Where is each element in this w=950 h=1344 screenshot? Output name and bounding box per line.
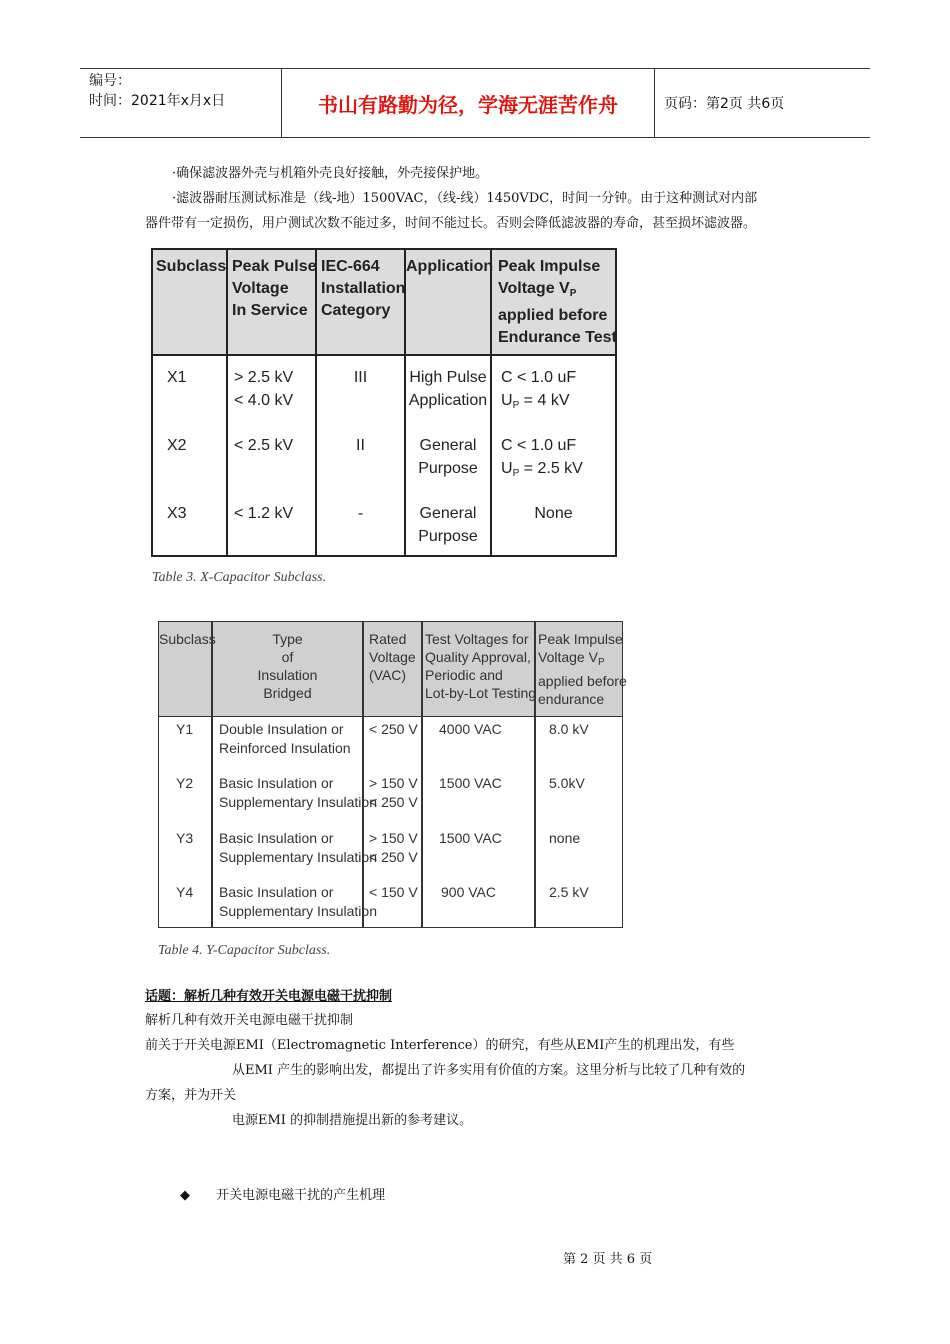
table-cell: - [357,505,364,522]
bullet-text: 开关电源电磁干扰的产生机理 [216,1188,386,1203]
y-capacitor-table [158,621,627,928]
header-type: Type of Insulation Bridged [257,631,318,701]
page-header [80,68,870,138]
paragraph-line: 从EMI 产生的影响出发，都提出了许多实用有价值的方案。这里分析与比较了几种有效的 [232,1063,746,1078]
table-cell: X3 [167,505,187,522]
header-application: Application [406,258,494,275]
header-peak-pulse: Peak Pulse Voltage In Service [232,258,317,319]
paragraph-line: 电源EMI 的抑制措施提出新的参考建议。 [232,1113,473,1128]
table-cell: > 2.5 kV < 4.0 kV [234,369,294,409]
table-cell: 5.0kV [549,775,585,791]
header-peak-impulse: Peak Impulse Voltage $V_P$ applied before Endurance Test [498,258,617,346]
table-cell: X2 [167,437,187,454]
table-caption: Table 4. Y-Capacitor Subclass. [158,943,331,958]
table-cell: Y4 [176,884,194,900]
table-cell: Y3 [176,830,194,846]
table-cell: 1500 VAC [439,775,502,791]
header-page-number: 页码：第2页 共6页 [664,96,785,112]
table-cell: None [534,505,573,522]
table-cell: High Pulse Application [408,369,488,409]
page-footer: 第 2 页 共 6 页 [563,1252,653,1267]
x-capacitor-table [151,248,617,557]
paragraph-line: 方案，并为开关 [145,1088,237,1103]
header-subclass: Subclass [156,258,227,275]
diamond-bullet-icon: ◆ [180,1188,190,1203]
table-cell: < 250 V [369,721,418,737]
paragraph-line: 前关于开关电源EMI（Electromagnetic Interference）的研究，有些从EMI产生的机理出发，有些 [145,1038,735,1053]
table-cell: 900 VAC [441,884,496,900]
paragraph-line: ·确保滤波器外壳与机箱外壳良好接触，外壳接保护地。 [172,166,489,181]
table-cell: < 1.2 kV [234,505,294,522]
table-cell: 8.0 kV [549,721,589,737]
table-cell: 4000 VAC [439,721,502,737]
table-cell: Double Insulation or Reinforced Insulation [219,721,351,756]
table-cell: Y1 [176,721,194,737]
table-caption: Table 3. X-Capacitor Subclass. [152,570,327,585]
header-iec: IEC-664 Installation Category [321,258,406,319]
table-cell: > 150 V < 250 V [369,830,418,865]
topic-subtitle: 解析几种有效开关电源电磁干扰抑制 [145,1013,354,1028]
table-cell: 2.5 kV [549,884,589,900]
table-cell: General Purpose [418,437,478,477]
paragraph-line: 器件带有一定损伤，用户测试次数不能过多，时间不能过长。否则会降低滤波器的寿命，甚至损坏滤波器。 [145,216,757,231]
doc-number-label: 编号： [89,73,131,89]
table-cell: > 150 V < 250 V [369,775,418,810]
table-cell: X1 [167,369,187,386]
table-cell: Y2 [176,775,194,791]
header-rated-voltage: Rated Voltage (VAC) [369,631,416,683]
table-cell: Basic Insulation or Supplementary Insulation [219,884,377,919]
table-cell: Basic Insulation or Supplementary Insulation [219,775,377,810]
header-test-voltages: Test Voltages for Quality Approval, Periodic and Lot-by-Lot Testing [425,631,537,701]
table-cell: < 150 V [369,884,418,900]
header-info [80,69,282,137]
table-cell: II [356,437,365,454]
topic-title: 话题：解析几种有效开关电源电磁干扰抑制 [145,989,393,1004]
table-cell: III [353,369,368,386]
header-subclass: Subclass [159,631,216,647]
paragraph-line: ·滤波器耐压测试标准是（线-地）1500VAC，（线-线）1450VDC，时间一分钟。由于这种测试对内部 [172,191,758,206]
table-cell: < 2.5 kV [234,437,294,454]
table-cell: C < 1.0 uF $U_P = 2.5$ kV [501,437,583,479]
bullet-item [180,1184,385,1203]
table-cell: Basic Insulation or Supplementary Insulation [219,830,377,865]
header-motto: 书山有路勤为径，学海无涯苦作舟 [282,69,655,137]
table-cell: none [549,830,581,846]
doc-time-label: 时间：2021年x月x日 [89,93,226,109]
table-cell: General Purpose [418,505,478,545]
table-cell: 1500 VAC [439,830,502,846]
header-peak-impulse: Peak Impulse Voltage $V_P$ applied before endurance [538,631,627,707]
table-cell: C < 1.0 uF $U_P = 4$ kV [501,369,577,411]
